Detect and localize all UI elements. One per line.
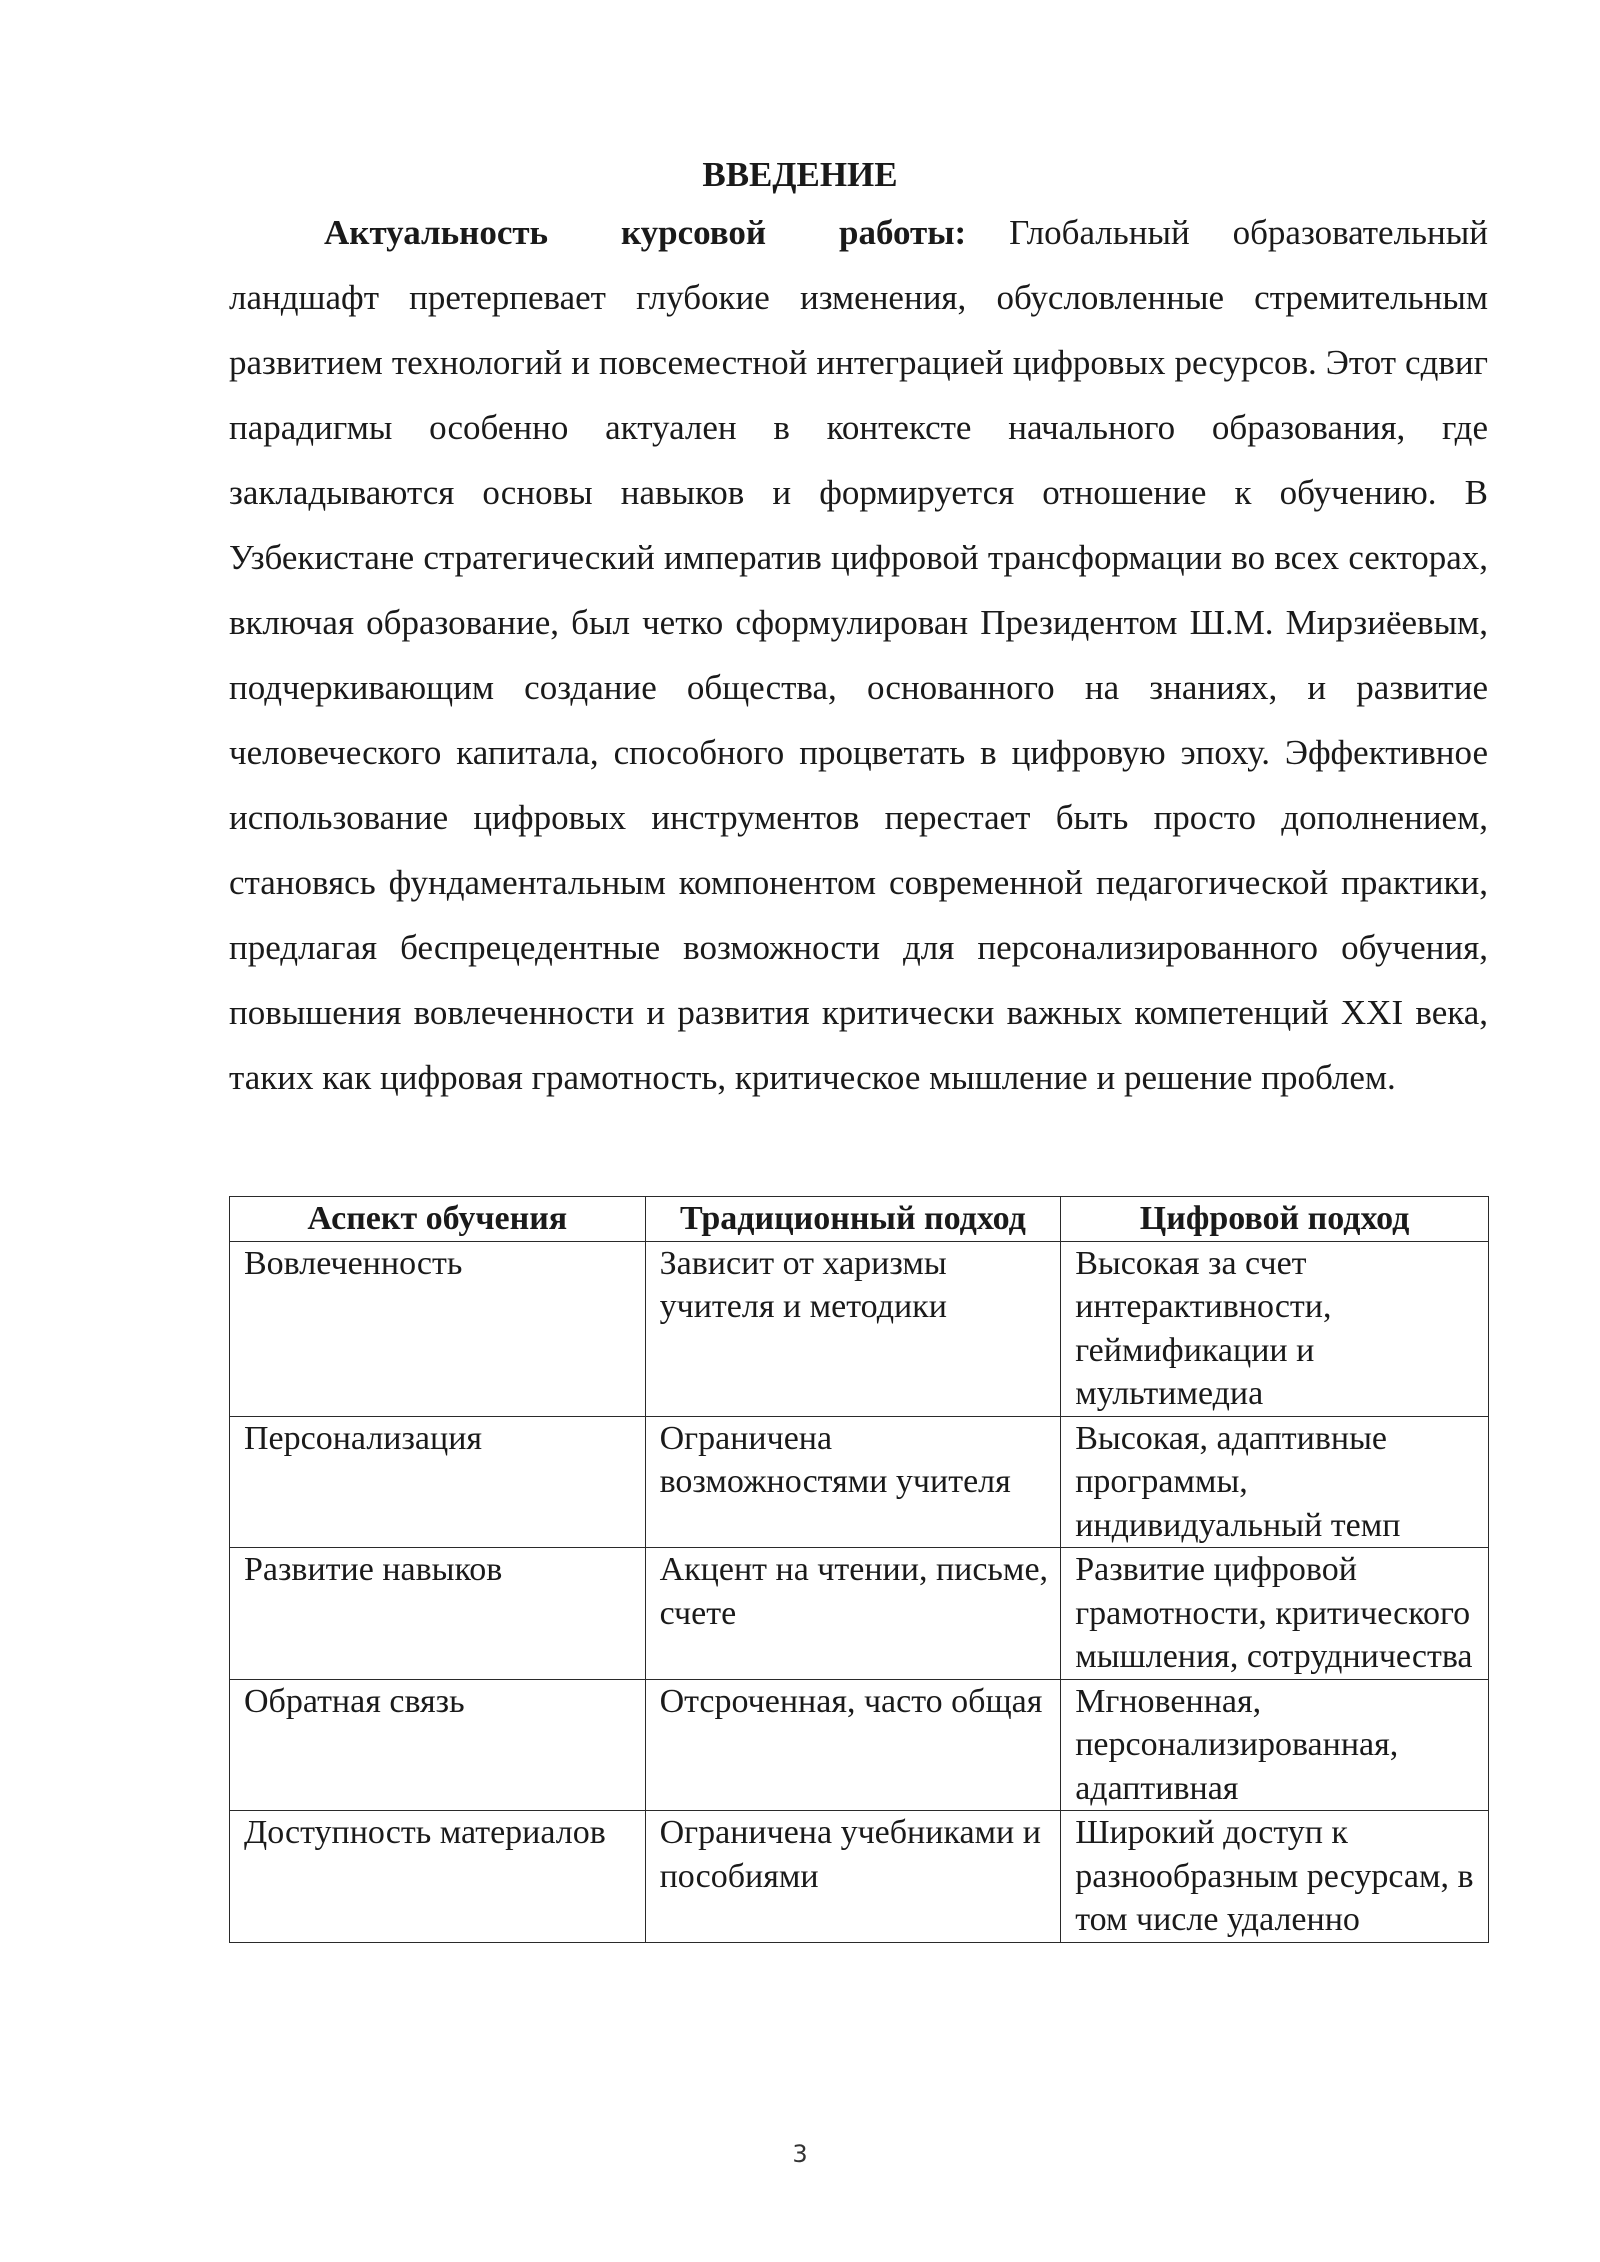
table-row <box>230 1811 1489 1943</box>
cell-traditional: Акцент на чтении, письме, счете <box>645 1548 1061 1680</box>
cell-digital: Высокая за счет интерактивности, геймификации и мультимедиа <box>1061 1241 1489 1416</box>
table-row <box>230 1679 1489 1811</box>
cell-digital: Мгновенная, персонализированная, адаптивная <box>1061 1679 1489 1811</box>
cell-digital: Широкий доступ к разнообразным ресурсам, в том числе удаленно <box>1061 1811 1489 1943</box>
header-aspect: Аспект обучения <box>230 1197 646 1242</box>
cell-digital: Высокая, адаптивные программы, индивидуальный темп <box>1061 1416 1489 1548</box>
cell-aspect: Обратная связь <box>230 1679 646 1811</box>
comparison-table <box>229 1196 1489 1943</box>
cell-traditional: Зависит от харизмы учителя и методики <box>645 1241 1061 1416</box>
header-traditional: Традиционный подход <box>645 1197 1061 1242</box>
cell-traditional: Отсроченная, часто общая <box>645 1679 1061 1811</box>
cell-digital: Развитие цифровой грамотности, критического мышления, сотрудничества <box>1061 1548 1489 1680</box>
section-heading: ВВЕДЕНИЕ <box>702 155 898 194</box>
header-digital: Цифровой подход <box>1061 1197 1489 1242</box>
cell-aspect: Персонализация <box>230 1416 646 1548</box>
cell-aspect: Развитие навыков <box>230 1548 646 1680</box>
table-row <box>230 1548 1489 1680</box>
intro-lead: Актуальность курсовой работы: <box>324 213 967 252</box>
cell-aspect: Доступность материалов <box>230 1811 646 1943</box>
table-header-row <box>230 1197 1489 1242</box>
page-number: 3 <box>792 2140 808 2168</box>
table-row <box>230 1416 1489 1548</box>
intro-text: Глобальный образовательный ландшафт претерпевает глубокие изменения, обусловленные стремительным развитием технологий и повсеместной интеграцией цифровых ресурсов. Этот сдвиг парадигмы особенно актуален в контексте начального образования, где закладываются основы навыков и формируется отношение к обучению. В Узбекистане стратегический императив цифровой трансформации во всех секторах, включая образование, был четко сформулирован Президентом Ш.М. Мирзиёевым, подчеркивающим создание общества, основанного на знаниях, и развитие человеческого капитала, способного процветать в цифровую эпоху. Эффективное использование цифровых инструментов перестает быть просто дополнением, становясь фундаментальным компонентом современной педагогической практики, предлагая беспрецедентные возможности для персонализированного обучения, повышения вовлеченности и развития критически важных компетенций XXI века, таких как цифровая грамотность, критическое мышление и решение проблем. <box>229 213 1488 1097</box>
cell-aspect: Вовлеченность <box>230 1241 646 1416</box>
cell-traditional: Ограничена учебниками и пособиями <box>645 1811 1061 1943</box>
cell-traditional: Ограничена возможностями учителя <box>645 1416 1061 1548</box>
table-row <box>230 1241 1489 1416</box>
intro-paragraph <box>229 200 1488 1110</box>
